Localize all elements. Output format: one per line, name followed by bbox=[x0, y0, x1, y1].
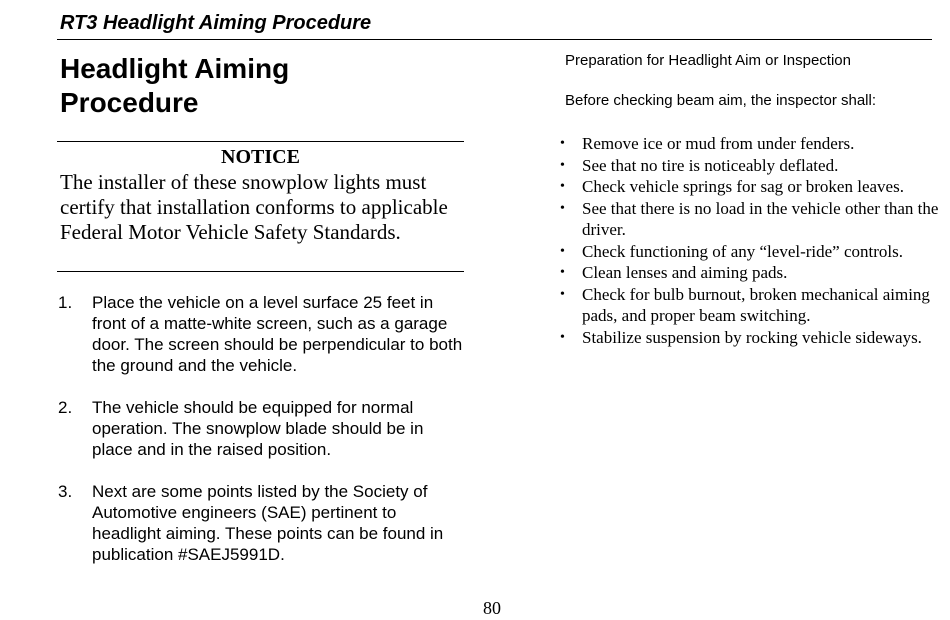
bullet-icon: • bbox=[560, 136, 565, 151]
page-number: 80 bbox=[483, 598, 501, 618]
notice-heading: NOTICE bbox=[221, 146, 300, 168]
bullet-icon: • bbox=[560, 243, 565, 259]
step-text: Place the vehicle on a level surface 25 feet in front of a matte-white screen, such as a garage door. The screen should be perpendicular to both the ground and the vehicle. bbox=[92, 293, 463, 375]
list-item bbox=[58, 292, 468, 376]
running-header-title: RT3 Headlight Aiming Procedure bbox=[60, 12, 372, 34]
list-item bbox=[560, 262, 940, 284]
step-text: Next are some points listed by the Society of Automotive engineers (SAE) pertinent to headlight aiming. These points can be found in publication #SAEJ5991D. bbox=[92, 482, 444, 564]
list-item bbox=[560, 241, 940, 263]
list-item bbox=[58, 397, 468, 460]
list-item bbox=[560, 198, 940, 241]
checklist-text: Clean lenses and aiming pads. bbox=[582, 263, 788, 282]
bullet-icon: • bbox=[560, 157, 565, 173]
preparation-heading: Preparation for Headlight Aim or Inspection bbox=[565, 52, 851, 69]
step-text: The vehicle should be equipped for normal operation. The snowplow blade should be in place and in the raised position. bbox=[92, 398, 424, 459]
bullet-icon: • bbox=[560, 179, 565, 194]
checklist-text: Stabilize suspension by rocking vehicle sideways. bbox=[582, 327, 922, 347]
inspection-checklist bbox=[560, 133, 940, 348]
list-item bbox=[560, 176, 940, 198]
step-number: 2. bbox=[58, 398, 73, 417]
bullet-icon: • bbox=[560, 265, 565, 280]
notice-box bbox=[57, 141, 464, 272]
bullet-icon: • bbox=[560, 200, 565, 216]
bullet-icon: • bbox=[560, 329, 565, 345]
bullet-icon: • bbox=[560, 286, 565, 302]
notice-body: The installer of these snowplow lights must certify that installation conforms to applicable Federal Motor Vehicle Safety Standards. bbox=[60, 170, 448, 244]
checklist-text: See that there is no load in the vehicle other than the driver. bbox=[582, 198, 939, 239]
checklist-text: Remove ice or mud from under fenders. bbox=[582, 134, 855, 153]
checklist-text: Check functioning of any “level-ride” controls. bbox=[582, 241, 903, 261]
procedure-steps bbox=[58, 292, 468, 586]
step-number: 1. bbox=[58, 293, 73, 312]
page-title: Headlight Aiming Procedure bbox=[60, 53, 290, 118]
header-divider bbox=[57, 39, 932, 40]
step-number: 3. bbox=[58, 482, 73, 501]
list-item bbox=[560, 284, 940, 327]
checklist-text: Check for bulb burnout, broken mechanical aiming pads, and proper beam switching. bbox=[582, 284, 930, 325]
list-item bbox=[560, 133, 940, 155]
checklist-text: Check vehicle springs for sag or broken leaves. bbox=[582, 177, 904, 196]
list-item bbox=[560, 327, 940, 349]
checklist-text: See that no tire is noticeably deflated. bbox=[582, 155, 839, 175]
list-item bbox=[58, 481, 468, 565]
list-item bbox=[560, 155, 940, 177]
preparation-intro: Before checking beam aim, the inspector shall: bbox=[565, 92, 876, 109]
